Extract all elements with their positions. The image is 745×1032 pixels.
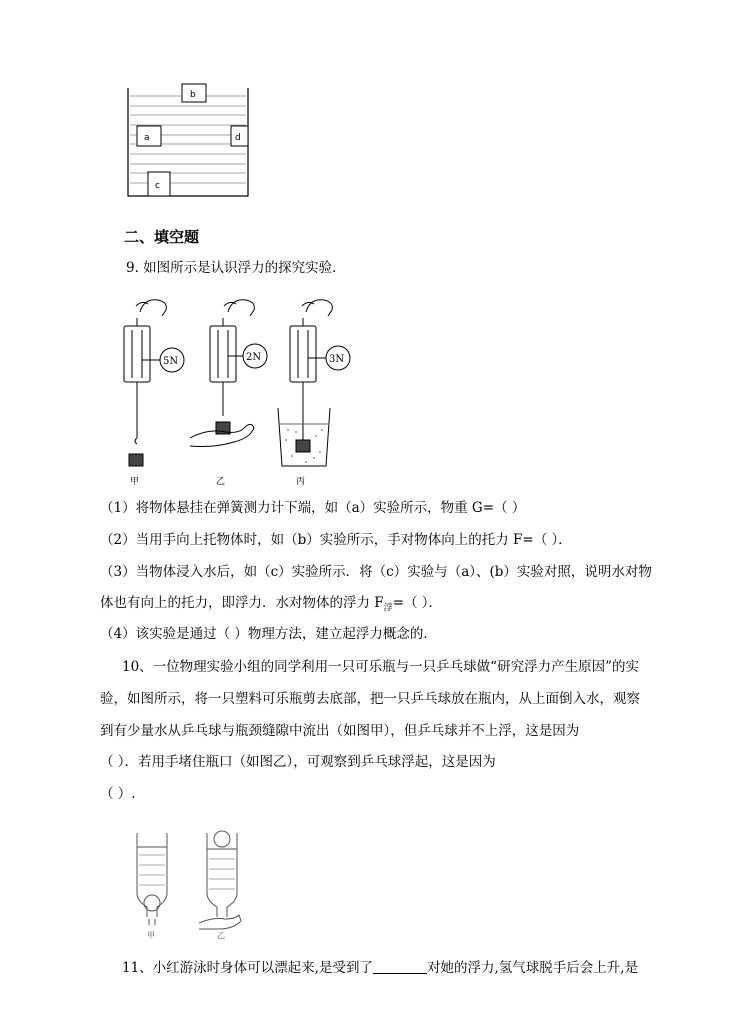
bottle-figure	[125, 825, 245, 940]
q9-caption-2: 乙	[216, 477, 226, 487]
q9-item-3: （3）当物体浸入水后，如（c）实验所示．将（c）实验与（a）、(b）实验对照，说明水对物	[100, 564, 652, 580]
spring-scale-figure	[110, 290, 360, 490]
tank-label-c: c	[155, 181, 160, 191]
q9-caption-3: 丙	[296, 477, 306, 487]
tank-diagram	[120, 80, 260, 200]
q10-line-1: 10、一位物理实验小组的同学利用一只可乐瓶与一只乒乓球做“研究浮力产生原因”的实	[122, 659, 639, 675]
q9-reading-3: 3N	[329, 354, 345, 365]
q11-part-1: 11、小红游泳时身体可以漂起来,是受到了	[122, 960, 373, 976]
q9-reading-2: 2N	[246, 352, 262, 363]
q9-stem: 9. 如图所示是认识浮力的探究实验．	[126, 260, 346, 276]
q9-float-subscript: 浮	[383, 603, 393, 614]
q9-item-1: （1）将物体悬挂在弹簧测力计下端，如（a）实验所示，物重 G=（ ）	[100, 500, 526, 516]
q11-line	[122, 958, 638, 978]
q10-line-3: 到有少量水从乒乓球与瓶颈缝隙中流出（如图甲），但乒乓球并不上浮，这是因为	[100, 723, 580, 739]
q9-caption-1: 甲	[130, 477, 140, 487]
q10-line-4: （ ）．若用手堵住瓶口（如图乙），可观察到乒乓球浮起，这是因为	[100, 754, 496, 770]
q9-item-3-cont	[100, 593, 442, 619]
q10-caption-1: 甲	[147, 931, 155, 940]
q10-caption-2: 乙	[217, 931, 225, 940]
section-heading: 二、填空题	[124, 228, 200, 246]
tank-label-a: a	[144, 133, 150, 143]
q9-item-3-text: 体也有向上的托力，即浮力．水对物体的浮力 F	[100, 595, 384, 611]
q10-line-5: （ ）.	[100, 786, 136, 802]
q9-reading-1: 5N	[163, 356, 179, 367]
q11-blank[interactable]	[373, 959, 427, 974]
q9-item-4: （4）该实验是通过（ ）物理方法，建立起浮力概念的．	[100, 626, 437, 642]
q9-item-2: （2）当用手向上托物体时，如（b）实验所示，手对物体向上的托力 F=（ ）．	[100, 532, 572, 548]
tank-label-d: d	[235, 133, 241, 143]
q9-item-3-end: =（ ）．	[392, 595, 443, 611]
q10-line-2: 验，如图所示，将一只塑料可乐瓶剪去底部，把一只乒乓球放在瓶内，从上面倒入水，观察	[100, 691, 640, 707]
tank-label-b: b	[190, 90, 196, 100]
q11-part-2: 对她的浮力,氢气球脱手后会上升,是	[426, 960, 639, 976]
